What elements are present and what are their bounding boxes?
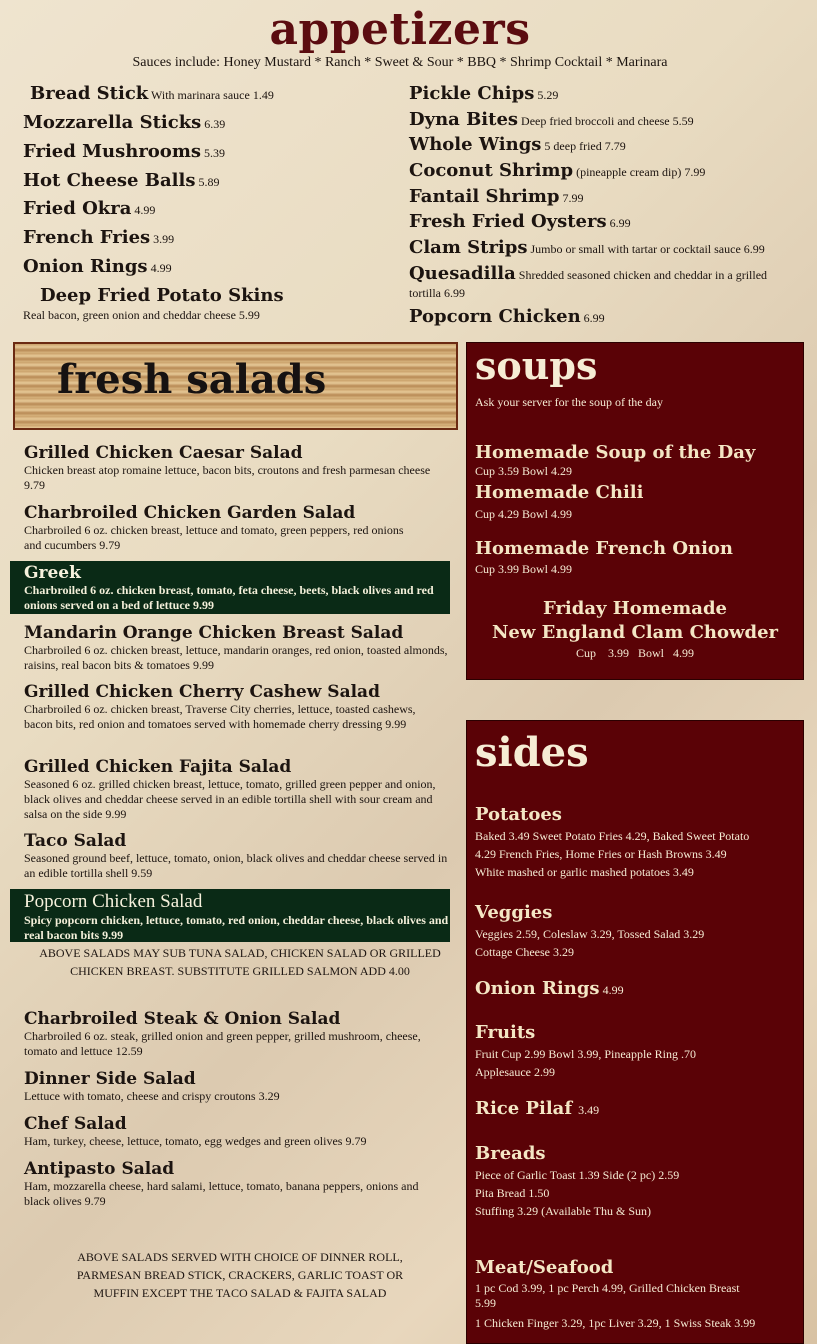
soup-item-price: Cup 4.29 Bowl 4.99 <box>475 507 573 521</box>
appetizer-item: Coconut Shrimp (pineapple cream dip) 7.99 <box>409 160 706 181</box>
salad-item: Taco Salad Seasoned ground beef, lettuce, tomato, onion, black olives and cheddar cheese served in an edible tortilla shell 9.59 <box>24 831 448 880</box>
appetizer-item: Fresh Fried Oysters 6.99 <box>409 211 631 232</box>
sides-fruits-line: Fruit Cup 2.99 Bowl 3.99, Pineapple Ring .70 <box>475 1047 697 1061</box>
sides-title: sides <box>475 729 589 776</box>
salad-served-note: ABOVE SALADS SERVED WITH CHOICE OF DINNER ROLL, PARMESAN BREAD STICK, CRACKERS, GARLIC TOAST OR MUFFIN EXCEPT THE TACO SALAD & FAJITA SALAD <box>76 1250 404 1300</box>
sides-meat-name: Meat/Seafood <box>475 1257 614 1278</box>
sides-veggies-line: Veggies 2.59, Coleslaw 3.29, Tossed Salad 3.29 <box>475 927 705 941</box>
appetizer-item: Clam Strips Jumbo or small with tartar or cocktail sauce 6.99 <box>409 237 765 258</box>
soups-panel <box>466 342 804 680</box>
soup-item-name: Homemade French Onion <box>475 538 734 559</box>
friday-soup-price: Cup 3.99 Bowl 4.99 <box>575 646 694 660</box>
appetizers-title: appetizers <box>269 4 531 55</box>
appetizer-item: Onion Rings 4.99 <box>23 256 172 277</box>
appetizer-item: French Fries 3.99 <box>23 227 175 248</box>
soup-item-name: Homemade Chili <box>475 482 644 503</box>
salad-item: Grilled Chicken Cherry Cashew Salad Charbroiled 6 oz. chicken breast, Traverse City cherries, lettuce, toasted cashews, bacon bits, red onion and tomatoes served with homemade cherry dressing 9.99 <box>24 682 416 731</box>
sides-breads-line: Piece of Garlic Toast 1.39 Side (2 pc) 2.59 <box>475 1168 680 1182</box>
salad-item: Grilled Chicken Fajita Salad Seasoned 6 oz. grilled chicken breast, lettuce, tomato, grilled green pepper and onion, black olives and cheddar cheese served in an edible tortilla shell with sour cream and salsa on the side 9.99 <box>24 757 436 821</box>
sides-rice-pilaf: Rice Pilaf 3.49 <box>475 1098 600 1119</box>
sauces-note: Sauces include: Honey Mustard * Ranch * Sweet & Sour * BBQ * Shrimp Cocktail * Marinara <box>132 55 668 70</box>
soups-title: soups <box>475 343 598 388</box>
sides-panel <box>466 720 804 1344</box>
sides-potatoes-line: White mashed or garlic mashed potatoes 3.49 <box>475 865 694 879</box>
salads-banner <box>13 342 458 430</box>
potato-skins-desc: Real bacon, green onion and cheddar cheese 5.99 <box>23 308 260 322</box>
salad-item: Dinner Side Salad Lettuce with tomato, cheese and crispy croutons 3.29 <box>24 1069 280 1103</box>
quesadilla-cont: tortilla 6.99 <box>409 286 465 300</box>
salad-item: Chef Salad Ham, turkey, cheese, lettuce, tomato, egg wedges and green olives 9.79 <box>24 1114 367 1148</box>
sides-veggies-name: Veggies <box>475 902 553 923</box>
sides-fruits-name: Fruits <box>475 1022 536 1043</box>
sides-breads-line: Pita Bread 1.50 <box>475 1186 550 1200</box>
salad-item: Antipasto Salad Ham, mozzarella cheese, hard salami, lettuce, tomato, banana peppers, onions and black olives 9.79 <box>24 1159 419 1208</box>
friday-soup-line2: New England Clam Chowder <box>491 622 779 643</box>
friday-soup-line1: Friday Homemade <box>542 598 728 619</box>
sides-meat-line: 1 Chicken Finger 3.29, 1pc Liver 3.29, 1 Swiss Steak 3.99 <box>475 1316 756 1330</box>
salad-item-highlight: Greek Charbroiled 6 oz. chicken breast, tomato, feta cheese, beets, black olives and red onions served on a bed of lettuce 9.99 <box>10 561 450 614</box>
soups-subtitle: Ask your server for the soup of the day <box>475 395 663 409</box>
appetizer-item: Fried Mushrooms 5.39 <box>23 141 225 162</box>
salad-sub-note: ABOVE SALADS MAY SUB TUNA SALAD, CHICKEN SALAD OR GRILLED CHICKEN BREAST. SUBSTITUTE GRILLED SALMON ADD 4.00 <box>39 946 441 978</box>
appetizer-item: Hot Cheese Balls 5.89 <box>23 170 220 191</box>
appetizer-item: Bread Stick With marinara sauce 1.49 <box>30 83 274 104</box>
salad-item-highlight: Popcorn Chicken Salad Spicy popcorn chicken, lettuce, tomato, red onion, cheddar cheese, black olives and real bacon bits 9.99 <box>10 889 450 942</box>
sides-potatoes-name: Potatoes <box>475 804 562 825</box>
appetizer-item: Fantail Shrimp 7.99 <box>409 186 584 207</box>
sides-fruits-line: Applesauce 2.99 <box>475 1065 555 1079</box>
salad-item: Charbroiled Chicken Garden Salad Charbroiled 6 oz. chicken breast, lettuce and tomato, green peppers, red onions and cucumbers 9.79 <box>24 503 404 552</box>
appetizer-item: Quesadilla Shredded seasoned chicken and cheddar in a grilled <box>409 263 768 284</box>
soup-item-name: Homemade Soup of the Day <box>475 442 756 463</box>
salad-item: Mandarin Orange Chicken Breast Salad Charbroiled 6 oz. chicken breast, lettuce, mandarin oranges, red onion, toasted almonds, raisins, real bacon bits & tomatoes 9.99 <box>24 623 448 672</box>
appetizer-item: Whole Wings 5 deep fried 7.79 <box>409 134 626 155</box>
salad-item: Charbroiled Steak & Onion Salad Charbroiled 6 oz. steak, grilled onion and green pepper, grilled mushroom, cheese, tomato and lettuce 12.59 <box>24 1009 421 1058</box>
soup-item-price: Cup 3.59 Bowl 4.29 <box>475 464 573 478</box>
sides-breads-line: Stuffing 3.29 (Available Thu & Sun) <box>475 1204 651 1218</box>
salads-title: fresh salads <box>57 356 327 403</box>
appetizer-item: Fried Okra 4.99 <box>23 198 156 219</box>
appetizer-item: Deep Fried Potato Skins <box>40 285 284 306</box>
appetizer-item: Pickle Chips 5.29 <box>409 83 559 104</box>
sides-potatoes-line: Baked 3.49 Sweet Potato Fries 4.29, Baked Sweet Potato <box>475 829 750 843</box>
sides-veggies-line: Cottage Cheese 3.29 <box>475 945 574 959</box>
appetizer-item: Dyna Bites Deep fried broccoli and cheese 5.59 <box>409 109 694 130</box>
sides-potatoes-line: 4.29 French Fries, Home Fries or Hash Browns 3.49 <box>475 847 727 861</box>
salad-item: Grilled Chicken Caesar Salad Chicken breast atop romaine lettuce, bacon bits, croutons and fresh parmesan cheese 9.79 <box>24 443 431 492</box>
sides-breads-name: Breads <box>475 1143 546 1164</box>
appetizer-item: Mozzarella Sticks 6.39 <box>23 112 226 133</box>
appetizer-item: Popcorn Chicken 6.99 <box>409 306 605 327</box>
soup-item-price: Cup 3.99 Bowl 4.99 <box>475 562 573 576</box>
sides-onion-rings: Onion Rings 4.99 <box>475 978 624 999</box>
sides-meat-line: 5.99 <box>475 1296 496 1310</box>
sides-meat-line: 1 pc Cod 3.99, 1 pc Perch 4.99, Grilled Chicken Breast <box>475 1281 740 1295</box>
